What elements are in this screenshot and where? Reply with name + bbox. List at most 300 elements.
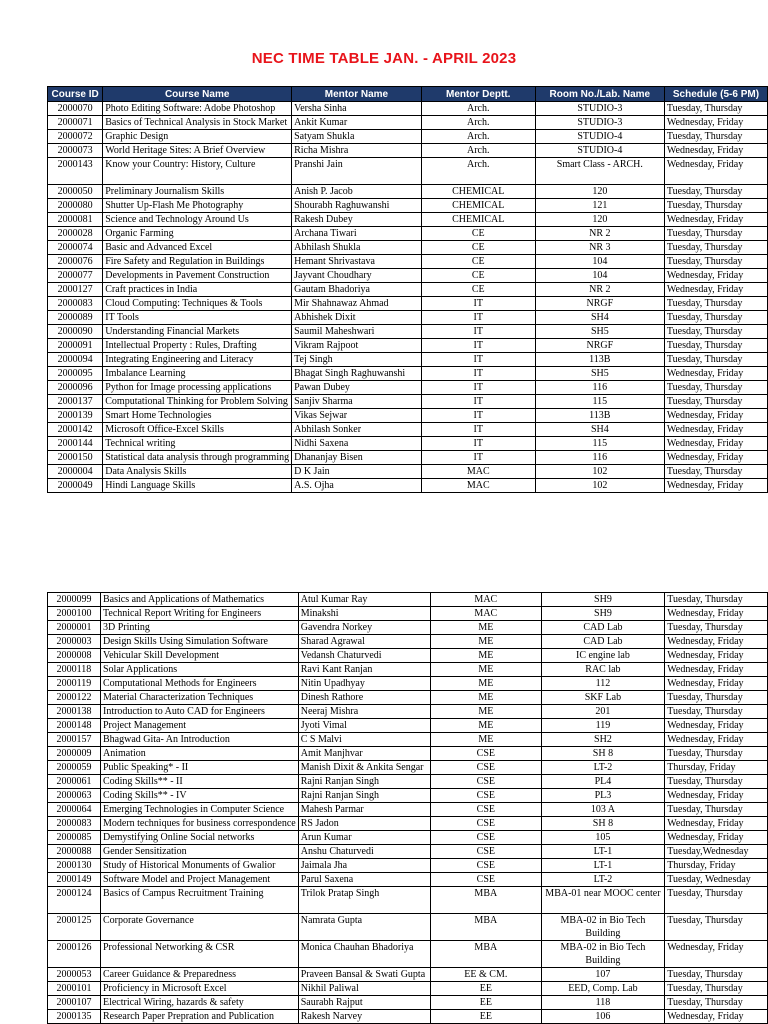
cell-mentor-name: Parul Saxena	[298, 873, 430, 887]
table-row	[48, 381, 768, 395]
cell-schedule: Wednesday, Friday	[665, 789, 768, 803]
cell-mentor-dept: Arch.	[421, 144, 535, 158]
cell-mentor-name: Vedansh Chaturvedi	[298, 649, 430, 663]
cell-room: MBA-01 near MOOC center	[541, 887, 665, 914]
table-row	[48, 367, 768, 381]
cell-mentor-name: Praveen Bansal & Swati Gupta	[298, 968, 430, 982]
cell-schedule: Wednesday, Friday	[665, 1010, 768, 1024]
cell-schedule: Wednesday, Friday	[665, 733, 768, 747]
cell-course-name: Material Characterization Techniques	[100, 691, 298, 705]
cell-mentor-dept: CSE	[431, 845, 542, 859]
cell-course-id: 2000070	[48, 102, 103, 116]
cell-room: 113B	[535, 353, 664, 367]
cell-mentor-dept: Arch.	[421, 116, 535, 130]
cell-schedule: Wednesday, Friday	[664, 451, 767, 465]
cell-course-id: 2000142	[48, 423, 103, 437]
cell-course-name: Bhagwad Gita- An Introduction	[100, 733, 298, 747]
cell-mentor-name: Pawan Dubey	[292, 381, 422, 395]
cell-mentor-dept: ME	[431, 663, 542, 677]
cell-course-name: Python for Image processing applications	[103, 381, 292, 395]
cell-room: SH5	[535, 325, 664, 339]
header-schedule: Schedule (5-6 PM)	[664, 87, 767, 102]
cell-room: SH5	[535, 367, 664, 381]
cell-course-name: Smart Home Technologies	[103, 409, 292, 423]
cell-room: MBA-02 in Bio Tech Building	[541, 941, 665, 968]
cell-schedule: Wednesday, Friday	[664, 213, 767, 227]
table-row	[48, 887, 768, 914]
cell-mentor-dept: EE	[431, 1010, 542, 1024]
cell-mentor-name: Hemant Shrivastava	[292, 255, 422, 269]
cell-room: LT-1	[541, 845, 665, 859]
cell-room: 105	[541, 831, 665, 845]
header-mentor-name: Mentor Name	[292, 87, 422, 102]
cell-course-name: Proficiency in Microsoft Excel	[100, 982, 298, 996]
cell-course-id: 2000077	[48, 269, 103, 283]
table-row	[48, 817, 768, 831]
table-row	[48, 423, 768, 437]
cell-room: SH2	[541, 733, 665, 747]
cell-course-id: 2000149	[48, 873, 101, 887]
cell-course-id: 2000080	[48, 199, 103, 213]
cell-room: RAC lab	[541, 663, 665, 677]
cell-mentor-name: Trilok Pratap Singh	[298, 887, 430, 914]
cell-mentor-name: Saumil Maheshwari	[292, 325, 422, 339]
cell-mentor-dept: EE	[431, 996, 542, 1010]
cell-mentor-dept: ME	[431, 649, 542, 663]
cell-schedule: Tuesday, Thursday	[664, 297, 767, 311]
table-row	[48, 409, 768, 423]
cell-schedule: Wednesday, Friday	[665, 607, 768, 621]
cell-course-name: Research Paper Prepration and Publication	[100, 1010, 298, 1024]
cell-mentor-dept: ME	[431, 621, 542, 635]
cell-schedule: Wednesday, Friday	[664, 479, 767, 493]
cell-mentor-dept: IT	[421, 339, 535, 353]
cell-mentor-dept: IT	[421, 395, 535, 409]
cell-room: 106	[541, 1010, 665, 1024]
cell-schedule: Tuesday, Wednesday	[665, 873, 768, 887]
cell-mentor-name: Nidhi Saxena	[292, 437, 422, 451]
cell-mentor-name: Anshu Chaturvedi	[298, 845, 430, 859]
cell-room: 116	[535, 381, 664, 395]
cell-schedule: Thursday, Friday	[665, 761, 768, 775]
cell-course-name: Science and Technology Around Us	[103, 213, 292, 227]
cell-mentor-dept: Arch.	[421, 102, 535, 116]
cell-room: PL3	[541, 789, 665, 803]
cell-mentor-name: Monica Chauhan Bhadoriya	[298, 941, 430, 968]
cell-course-id: 2000072	[48, 130, 103, 144]
cell-mentor-dept: IT	[421, 367, 535, 381]
cell-room: NRGF	[535, 297, 664, 311]
cell-schedule: Wednesday, Friday	[664, 283, 767, 297]
cell-mentor-dept: MAC	[431, 607, 542, 621]
cell-schedule: Tuesday, Thursday	[664, 102, 767, 116]
cell-course-id: 2000122	[48, 691, 101, 705]
cell-schedule: Tuesday, Thursday	[665, 747, 768, 761]
cell-course-id: 2000003	[48, 635, 101, 649]
cell-mentor-name: Vikram Rajpoot	[292, 339, 422, 353]
cell-mentor-dept: IT	[421, 353, 535, 367]
cell-schedule: Tuesday, Thursday	[664, 465, 767, 479]
cell-mentor-name: Nitin Upadhyay	[298, 677, 430, 691]
table-row	[48, 339, 768, 353]
cell-course-name: Coding Skills** - IV	[100, 789, 298, 803]
cell-mentor-dept: CE	[421, 255, 535, 269]
table-row	[48, 395, 768, 409]
cell-schedule: Tuesday, Thursday	[664, 381, 767, 395]
cell-room: 115	[535, 395, 664, 409]
cell-mentor-name: Neeraj Mishra	[298, 705, 430, 719]
cell-mentor-name: Namrata Gupta	[298, 914, 430, 941]
cell-course-id: 2000050	[48, 185, 103, 199]
cell-room: SH 8	[541, 817, 665, 831]
table-row	[48, 102, 768, 116]
cell-course-name: Animation	[100, 747, 298, 761]
cell-room: 119	[541, 719, 665, 733]
cell-course-name: Modern techniques for business correspondence	[100, 817, 298, 831]
cell-schedule: Tuesday, Thursday	[665, 705, 768, 719]
cell-mentor-name: D K Jain	[292, 465, 422, 479]
cell-course-id: 2000059	[48, 761, 101, 775]
cell-course-name: Software Model and Project Management	[100, 873, 298, 887]
cell-course-id: 2000126	[48, 941, 101, 968]
cell-course-name: Basics and Applications of Mathematics	[100, 593, 298, 607]
cell-course-name: Hindi Language Skills	[103, 479, 292, 493]
cell-course-id: 2000049	[48, 479, 103, 493]
table-row	[48, 982, 768, 996]
cell-course-id: 2000138	[48, 705, 101, 719]
cell-course-name: Integrating Engineering and Literacy	[103, 353, 292, 367]
cell-room: SH9	[541, 607, 665, 621]
cell-course-name: Developments in Pavement Construction	[103, 269, 292, 283]
cell-mentor-name: Minakshi	[298, 607, 430, 621]
cell-schedule: Tuesday, Thursday	[664, 130, 767, 144]
cell-course-name: Computational Thinking for Problem Solving	[103, 395, 292, 409]
cell-course-id: 2000096	[48, 381, 103, 395]
cell-schedule: Wednesday, Friday	[664, 437, 767, 451]
cell-course-id: 2000150	[48, 451, 103, 465]
table-row	[48, 607, 768, 621]
cell-room: 104	[535, 269, 664, 283]
table-row	[48, 761, 768, 775]
timetable-part-1	[47, 86, 768, 493]
cell-schedule: Tuesday, Thursday	[665, 803, 768, 817]
cell-room: Smart Class - ARCH.	[535, 158, 664, 185]
cell-mentor-name: Versha Sinha	[292, 102, 422, 116]
cell-course-id: 2000094	[48, 353, 103, 367]
cell-course-name: Microsoft Office-Excel Skills	[103, 423, 292, 437]
cell-room: 103 A	[541, 803, 665, 817]
cell-course-name: Design Skills Using Simulation Software	[100, 635, 298, 649]
cell-course-id: 2000074	[48, 241, 103, 255]
cell-course-id: 2000081	[48, 213, 103, 227]
cell-course-name: IT Tools	[103, 311, 292, 325]
cell-schedule: Wednesday, Friday	[664, 158, 767, 185]
table-row	[48, 465, 768, 479]
cell-course-name: Basics of Technical Analysis in Stock Market	[103, 116, 292, 130]
cell-mentor-dept: IT	[421, 311, 535, 325]
cell-schedule: Tuesday,Wednesday	[665, 845, 768, 859]
cell-mentor-dept: ME	[431, 733, 542, 747]
cell-room: 120	[535, 213, 664, 227]
cell-room: SKF Lab	[541, 691, 665, 705]
cell-mentor-dept: IT	[421, 423, 535, 437]
cell-schedule: Tuesday, Thursday	[665, 691, 768, 705]
cell-mentor-name: Richa Mishra	[292, 144, 422, 158]
cell-room: SH4	[535, 423, 664, 437]
cell-mentor-name: Jyoti Vimal	[298, 719, 430, 733]
table-row	[48, 747, 768, 761]
cell-schedule: Tuesday, Thursday	[664, 255, 767, 269]
cell-course-id: 2000071	[48, 116, 103, 130]
cell-schedule: Tuesday, Thursday	[664, 339, 767, 353]
cell-mentor-name: Gavendra Norkey	[298, 621, 430, 635]
cell-schedule: Wednesday, Friday	[665, 719, 768, 733]
table-row	[48, 873, 768, 887]
cell-course-name: Technical writing	[103, 437, 292, 451]
cell-course-name: Know your Country: History, Culture	[103, 158, 292, 185]
cell-schedule: Wednesday, Friday	[664, 116, 767, 130]
cell-schedule: Tuesday, Thursday	[664, 325, 767, 339]
cell-course-id: 2000063	[48, 789, 101, 803]
cell-schedule: Wednesday, Friday	[665, 941, 768, 968]
cell-mentor-dept: MBA	[431, 887, 542, 914]
cell-mentor-name: Sanjiv Sharma	[292, 395, 422, 409]
cell-schedule: Wednesday, Friday	[664, 423, 767, 437]
cell-mentor-name: Sharad Agrawal	[298, 635, 430, 649]
cell-mentor-dept: Arch.	[421, 130, 535, 144]
cell-mentor-name: Rajni Ranjan Singh	[298, 789, 430, 803]
cell-course-id: 2000119	[48, 677, 101, 691]
cell-course-id: 2000004	[48, 465, 103, 479]
table-row	[48, 803, 768, 817]
cell-mentor-dept: ME	[431, 691, 542, 705]
cell-course-id: 2000001	[48, 621, 101, 635]
cell-course-name: Project Management	[100, 719, 298, 733]
cell-course-name: Electrical Wiring, hazards & safety	[100, 996, 298, 1010]
cell-mentor-dept: CE	[421, 227, 535, 241]
cell-room: STUDIO-4	[535, 130, 664, 144]
cell-course-id: 2000130	[48, 859, 101, 873]
cell-mentor-dept: CE	[421, 269, 535, 283]
cell-mentor-dept: CSE	[431, 817, 542, 831]
cell-course-id: 2000099	[48, 593, 101, 607]
table-row	[48, 255, 768, 269]
cell-course-name: Imbalance Learning	[103, 367, 292, 381]
cell-course-name: Gender Sensitization	[100, 845, 298, 859]
cell-course-name: Preliminary Journalism Skills	[103, 185, 292, 199]
cell-mentor-dept: CSE	[431, 761, 542, 775]
cell-schedule: Wednesday, Friday	[665, 677, 768, 691]
timetable-part-2	[47, 592, 768, 1024]
table-row	[48, 968, 768, 982]
cell-mentor-dept: CE	[421, 283, 535, 297]
cell-mentor-dept: MAC	[421, 465, 535, 479]
cell-mentor-dept: IT	[421, 297, 535, 311]
cell-mentor-dept: EE	[431, 982, 542, 996]
cell-course-id: 2000137	[48, 395, 103, 409]
cell-mentor-name: Jayvant Choudhary	[292, 269, 422, 283]
cell-room: 121	[535, 199, 664, 213]
header-mentor-dept: Mentor Deptt.	[421, 87, 535, 102]
cell-mentor-dept: CHEMICAL	[421, 185, 535, 199]
cell-mentor-dept: MAC	[421, 479, 535, 493]
cell-mentor-dept: CSE	[431, 859, 542, 873]
cell-mentor-name: RS Jadon	[298, 817, 430, 831]
table-row	[48, 996, 768, 1010]
cell-room: CAD Lab	[541, 621, 665, 635]
cell-course-id: 2000124	[48, 887, 101, 914]
cell-course-id: 2000107	[48, 996, 101, 1010]
cell-course-name: 3D Printing	[100, 621, 298, 635]
cell-room: CAD Lab	[541, 635, 665, 649]
cell-course-id: 2000090	[48, 325, 103, 339]
cell-schedule: Wednesday, Friday	[665, 817, 768, 831]
cell-mentor-name: Amit Manjhvar	[298, 747, 430, 761]
cell-schedule: Wednesday, Friday	[664, 269, 767, 283]
cell-course-name: Introduction to Auto CAD for Engineers	[100, 705, 298, 719]
cell-course-name: Photo Editing Software: Adobe Photoshop	[103, 102, 292, 116]
table-row	[48, 437, 768, 451]
table-row	[48, 705, 768, 719]
cell-schedule: Tuesday, Thursday	[665, 775, 768, 789]
cell-course-id: 2000085	[48, 831, 101, 845]
cell-mentor-dept: EE & CM.	[431, 968, 542, 982]
cell-room: 116	[535, 451, 664, 465]
cell-room: LT-2	[541, 873, 665, 887]
table-row	[48, 283, 768, 297]
cell-mentor-dept: MAC	[431, 593, 542, 607]
cell-course-name: Vehicular Skill Development	[100, 649, 298, 663]
cell-schedule: Wednesday, Friday	[664, 409, 767, 423]
cell-course-id: 2000089	[48, 311, 103, 325]
cell-room: 107	[541, 968, 665, 982]
page-title: NEC TIME TABLE JAN. - APRIL 2023	[251, 50, 517, 67]
cell-mentor-name: Rakesh Narvey	[298, 1010, 430, 1024]
cell-room: LT-2	[541, 761, 665, 775]
table-row	[48, 1010, 768, 1024]
cell-mentor-dept: CHEMICAL	[421, 199, 535, 213]
cell-course-id: 2000101	[48, 982, 101, 996]
cell-mentor-name: Rakesh Dubey	[292, 213, 422, 227]
cell-mentor-name: Jaimala Jha	[298, 859, 430, 873]
table-row	[48, 621, 768, 635]
cell-course-name: Coding Skills** - II	[100, 775, 298, 789]
cell-course-id: 2000157	[48, 733, 101, 747]
cell-course-id: 2000135	[48, 1010, 101, 1024]
table-row	[48, 311, 768, 325]
cell-mentor-dept: IT	[421, 437, 535, 451]
cell-course-id: 2000144	[48, 437, 103, 451]
header-room: Room No./Lab. Name	[535, 87, 664, 102]
cell-mentor-dept: IT	[421, 409, 535, 423]
cell-mentor-dept: CSE	[431, 789, 542, 803]
cell-course-name: Solar Applications	[100, 663, 298, 677]
cell-room: MBA-02 in Bio Tech Building	[541, 914, 665, 941]
cell-course-name: Study of Historical Monuments of Gwalior	[100, 859, 298, 873]
cell-room: 102	[535, 479, 664, 493]
cell-schedule: Tuesday, Thursday	[665, 621, 768, 635]
cell-course-name: Cloud Computing: Techniques & Tools	[103, 297, 292, 311]
cell-mentor-name: Pranshi Jain	[292, 158, 422, 185]
cell-schedule: Wednesday, Friday	[665, 663, 768, 677]
cell-mentor-dept: ME	[431, 677, 542, 691]
cell-mentor-dept: IT	[421, 451, 535, 465]
cell-course-id: 2000143	[48, 158, 103, 185]
cell-mentor-name: Abhishek Dixit	[292, 311, 422, 325]
table-row	[48, 677, 768, 691]
table-row	[48, 789, 768, 803]
cell-room: 120	[535, 185, 664, 199]
cell-course-id: 2000148	[48, 719, 101, 733]
cell-course-name: Graphic Design	[103, 130, 292, 144]
cell-mentor-dept: IT	[421, 325, 535, 339]
cell-schedule: Tuesday, Thursday	[665, 982, 768, 996]
cell-mentor-name: Dinesh Rathore	[298, 691, 430, 705]
cell-course-id: 2000009	[48, 747, 101, 761]
table-row	[48, 914, 768, 941]
cell-room: STUDIO-3	[535, 102, 664, 116]
cell-course-name: Statistical data analysis through programming	[103, 451, 292, 465]
cell-mentor-dept: CSE	[431, 747, 542, 761]
cell-course-id: 2000125	[48, 914, 101, 941]
cell-course-name: Data Analysis Skills	[103, 465, 292, 479]
cell-course-name: Organic Farming	[103, 227, 292, 241]
cell-mentor-name: Ankit Kumar	[292, 116, 422, 130]
cell-schedule: Tuesday, Thursday	[664, 311, 767, 325]
cell-course-id: 2000127	[48, 283, 103, 297]
cell-schedule: Tuesday, Thursday	[664, 241, 767, 255]
table-row	[48, 593, 768, 607]
cell-course-name: Professional Networking & CSR	[100, 941, 298, 968]
cell-room: 112	[541, 677, 665, 691]
cell-room: SH 8	[541, 747, 665, 761]
cell-mentor-dept: CSE	[431, 775, 542, 789]
cell-mentor-name: Rajni Ranjan Singh	[298, 775, 430, 789]
cell-mentor-name: Vikas Sejwar	[292, 409, 422, 423]
cell-course-id: 2000139	[48, 409, 103, 423]
table-row	[48, 213, 768, 227]
table-row	[48, 859, 768, 873]
cell-schedule: Thursday, Friday	[665, 859, 768, 873]
cell-room: NR 2	[535, 227, 664, 241]
cell-course-id: 2000091	[48, 339, 103, 353]
cell-schedule: Tuesday, Thursday	[665, 593, 768, 607]
cell-course-name: Career Guidance & Preparedness	[100, 968, 298, 982]
cell-schedule: Tuesday, Thursday	[664, 199, 767, 213]
header-course-name: Course Name	[103, 87, 292, 102]
cell-schedule: Tuesday, Thursday	[665, 914, 768, 941]
cell-mentor-name: Abhilash Sonker	[292, 423, 422, 437]
table-row	[48, 325, 768, 339]
cell-mentor-name: C S Malvi	[298, 733, 430, 747]
cell-mentor-name: Archana Tiwari	[292, 227, 422, 241]
cell-course-id: 2000118	[48, 663, 101, 677]
table-row	[48, 227, 768, 241]
cell-mentor-name: Bhagat Singh Raghuwanshi	[292, 367, 422, 381]
cell-course-name: Emerging Technologies in Computer Science	[100, 803, 298, 817]
cell-course-id: 2000088	[48, 845, 101, 859]
cell-schedule: Tuesday, Thursday	[665, 887, 768, 914]
cell-schedule: Tuesday, Thursday	[665, 968, 768, 982]
cell-room: EED, Comp. Lab	[541, 982, 665, 996]
cell-mentor-name: Gautam Bhadoriya	[292, 283, 422, 297]
cell-course-name: Craft practices in India	[103, 283, 292, 297]
cell-course-name: Understanding Financial Markets	[103, 325, 292, 339]
cell-mentor-name: Saurabh Rajput	[298, 996, 430, 1010]
cell-room: SH4	[535, 311, 664, 325]
cell-course-name: Basics of Campus Recruitment Training	[100, 887, 298, 914]
cell-mentor-dept: Arch.	[421, 158, 535, 185]
